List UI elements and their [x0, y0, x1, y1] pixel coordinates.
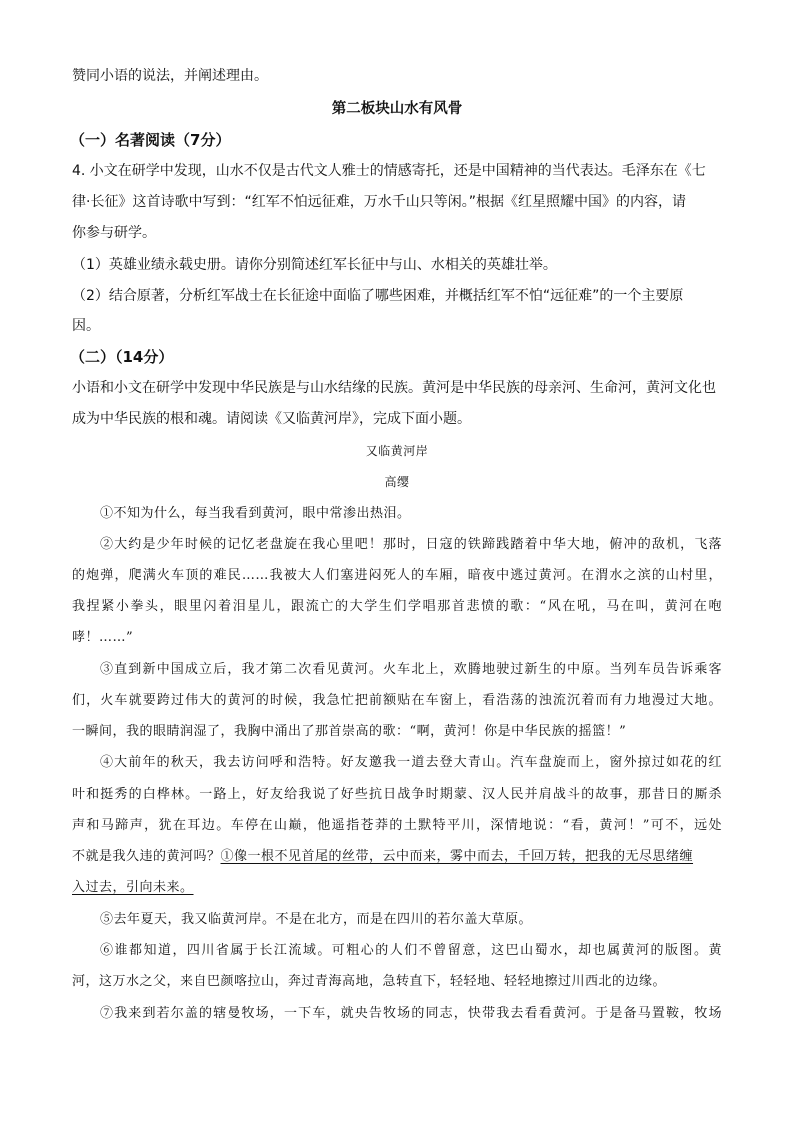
question-4-line-3: 你参与研学。 [72, 225, 156, 241]
article-paragraph-2-line-2: 的炮弹，爬满火车顶的难民……我被大人们塞进闷死人的车厢，暗夜中逃过黄河。在渭水之滨的山村里， [72, 568, 722, 583]
question-4-line-1: 4. 小文在研学中发现，山水不仅是古代文人雅士的情感寄托，还是中国精神的当代表达。毛泽东在《七 [72, 163, 706, 179]
article-paragraph-4-line-5 [72, 878, 722, 898]
article-paragraph-4-line-4 [72, 847, 722, 867]
article-paragraph-2-line-1: ②大约是少年时候的记忆老盘旋在我心里吧！那时，日寇的铁蹄践踏着中华大地，俯冲的敌机，飞落 [100, 537, 722, 552]
sub-question-1: （1）英雄业绩永载史册。请你分别简述红军长征中与山、水相关的英雄壮举。 [72, 257, 557, 273]
article-paragraph-6-line-2: 河，这万水之父，来自巴颜喀拉山，奔过青海高地，急转直下，轻轻地、轻轻地擦过川西北的边缘。 [72, 974, 667, 989]
part2-heading: （二）（14分） [70, 348, 174, 366]
article-paragraph-3-line-1: ③直到新中国成立后，我才第二次看见黄河。火车北上，欢腾地驶过新生的中原。当列车员告诉乘客 [100, 662, 722, 677]
sub-question-2-line-2: 因。 [72, 318, 100, 334]
question-4-line-2: 律·长征》这首诗歌中写到：“红军不怕远征难，万水千山只等闲。”根据《红星照耀中国》的内容，请 [72, 194, 686, 210]
previous-question-tail: 赞同小语的说法，并阐述理由。 [72, 68, 268, 84]
part1-heading: （一）名著阅读（7分） [70, 131, 231, 149]
article-paragraph-5: ⑤去年夏天，我又临黄河岸。不是在北方，而是在四川的若尔盖大草原。 [100, 912, 533, 927]
underlined-sentence-1-end: 入过去，引向未来。 [72, 880, 194, 895]
article-paragraph-4-line-3: 声和马蹄声，犹在耳边。车停在山巅，他遥指苍莽的土默特平川，深情地说：“看，黄河！”可不，远处 [72, 818, 722, 833]
article-paragraph-7-line-1: ⑦我来到若尔盖的辖曼牧场，一下车，就央告牧场的同志，快带我去看看黄河。于是备马置鞍，牧场 [100, 1006, 722, 1021]
paragraph-4-plain-text: 不就是我久违的黄河吗？ [72, 849, 221, 864]
underlined-sentence-1: ①像一根不见首尾的丝带，云中而来，雾中而去，千回万转，把我的无尽思绪缠 [220, 849, 694, 864]
article-paragraph-2-line-3: 我捏紧小拳头，眼里闪着泪星儿，跟流亡的大学生们学唱那首悲愤的歌：“风在吼，马在叫，黄河在咆 [72, 599, 722, 614]
article-paragraph-4-line-2: 叶和挺秀的白桦林。一路上，好友给我说了好些抗日战争时期蒙、汉人民并肩战斗的故事，那昔日的厮杀 [72, 787, 722, 802]
section-title: 第二板块山水有风骨 [331, 101, 463, 117]
article-paragraph-6-line-1: ⑥谁都知道，四川省属于长江流域。可粗心的人们不曾留意，这巴山蜀水，却也属黄河的版图。黄 [100, 943, 722, 958]
article-paragraph-3-line-3: 一瞬间，我的眼睛润湿了，我胸中涌出了那首崇高的歌：“啊，黄河！你是中华民族的摇篮！” [72, 724, 627, 739]
part2-intro-line-2: 成为中华民族的根和魂。请阅读《又临黄河岸》，完成下面小题。 [72, 411, 471, 427]
article-paragraph-3-line-2: 们，火车就要跨过伟大的黄河的时候，我急忙把前额贴在车窗上，看浩荡的浊流沉着而有力地漫过大地。 [72, 693, 722, 708]
article-paragraph-1: ①不知为什么，每当我看到黄河，眼中常渗出热泪。 [100, 506, 411, 521]
part2-intro-line-1: 小语和小文在研学中发现中华民族是与山水结缘的民族。黄河是中华民族的母亲河、生命河，黄河文化也 [72, 380, 716, 396]
sub-question-2-line-1: （2）结合原著，分析红军战士在长征途中面临了哪些困难，并概括红军不怕“远征难”的一个主要原 [72, 288, 684, 304]
article-author: 高缨 [384, 475, 410, 489]
article-title: 又临黄河岸 [365, 444, 429, 458]
article-paragraph-2-line-4: 哮！……” [72, 630, 134, 645]
article-paragraph-4-line-1: ④大前年的秋天，我去访问呼和浩特。好友邀我一道去登大青山。汽车盘旋而上，窗外掠过如花的红 [100, 755, 722, 770]
